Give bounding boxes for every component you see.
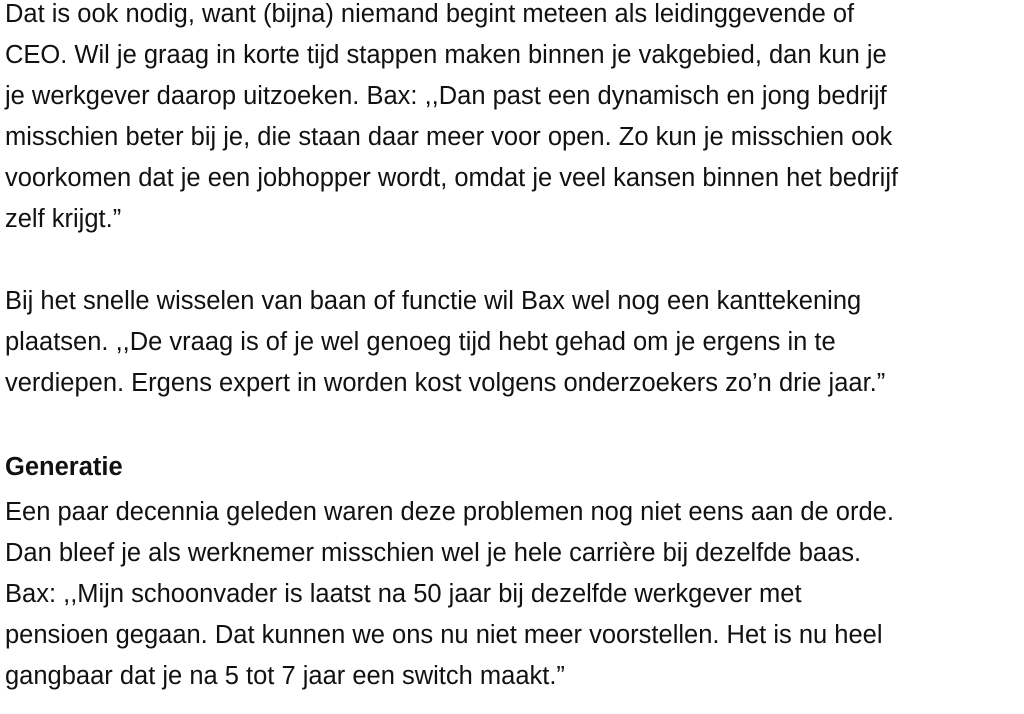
paragraph-career-steps (5, 0, 1019, 240)
text-line: je werkgever daarop uitzoeken. Bax: ,,Dan past een dynamisch en jong bedrijf (5, 82, 887, 110)
text-line: zelf krijgt.” (5, 205, 122, 233)
paragraph-job-switching (5, 281, 1019, 404)
text-line: gangbaar dat je na 5 tot 7 jaar een switch maakt.” (5, 662, 565, 690)
text-line: Dat is ook nodig, want (bijna) niemand begint meteen als leidinggevende of (5, 0, 855, 28)
text-line: Een paar decennia geleden waren deze problemen nog niet eens aan de orde. (5, 498, 894, 526)
text-line: Bax: ,,Mijn schoonvader is laatst na 50 jaar bij dezelfde werkgever met (5, 580, 802, 608)
paragraph-generation (5, 492, 1019, 697)
text-line: voorkomen dat je een jobhopper wordt, omdat je veel kansen binnen het bedrijf (5, 164, 899, 192)
text-line: misschien beter bij je, die staan daar meer voor open. Zo kun je misschien ook (5, 123, 893, 151)
text-line: Dan bleef je als werknemer misschien wel je hele carrière bij dezelfde baas. (5, 539, 862, 567)
article-body (5, 0, 1019, 697)
paragraph-spacer (5, 240, 1019, 281)
text-line: plaatsen. ,,De vraag is of je wel genoeg tijd hebt gehad om je ergens in te (5, 328, 836, 356)
text-line: CEO. Wil je graag in korte tijd stappen maken binnen je vakgebied, dan kun je (5, 41, 887, 69)
text-line: verdiepen. Ergens expert in worden kost volgens onderzoekers zo’n drie jaar.” (5, 369, 886, 397)
section-heading: Generatie (5, 453, 123, 481)
text-line: Bij het snelle wisselen van baan of functie wil Bax wel nog een kanttekening (5, 287, 862, 315)
text-line: pensioen gegaan. Dat kunnen we ons nu niet meer voorstellen. Het is nu heel (5, 621, 883, 649)
paragraph-spacer (5, 404, 1019, 445)
